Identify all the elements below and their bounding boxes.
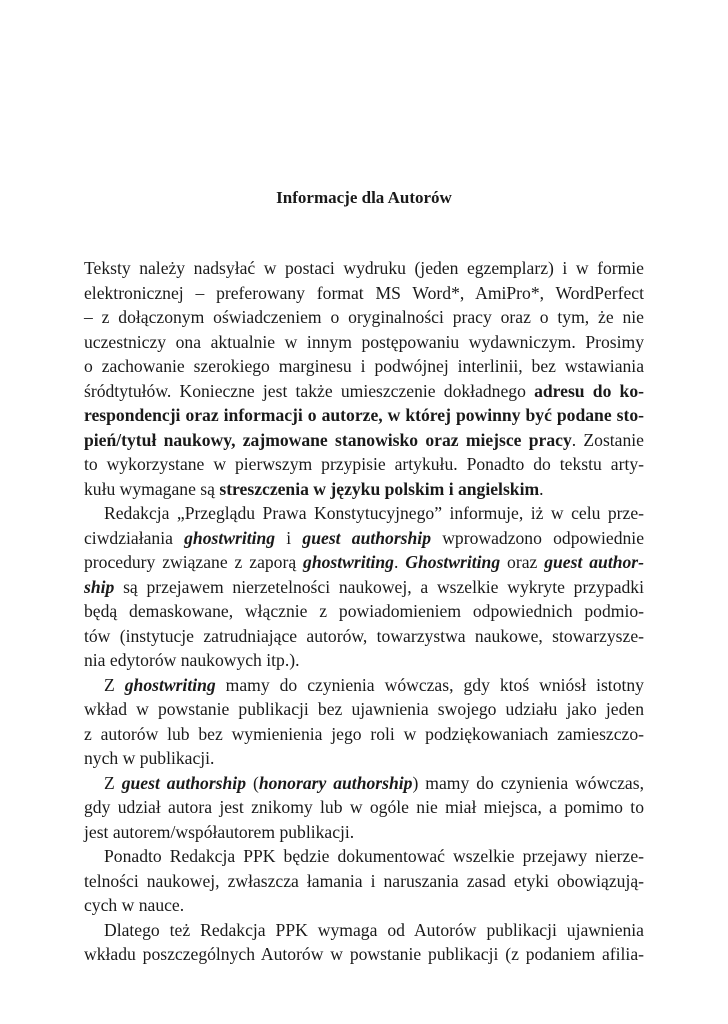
text-span: ciwdziałania bbox=[84, 527, 185, 548]
text-span: gdy udział autora jest znikomy lub w ogóle nie miał miejsca, a pomimo to bbox=[84, 797, 644, 817]
text-span: wkładu poszczególnych Autorów w powstanie publikacji (z podaniem afilia- bbox=[84, 944, 644, 964]
text-span: nych w publikacji. bbox=[84, 748, 215, 768]
text-span: to wykorzystane w pierwszym przypisie artykułu. Ponadto do tekstu arty- bbox=[84, 454, 644, 474]
text-span: uczestniczy ona aktualnie w innym postępowaniu wydawniczym. Prosimy bbox=[84, 331, 644, 352]
text-line bbox=[84, 477, 644, 501]
text-span: Ponadto Redakcja PPK będzie dokumentować wszelkie przejawy nierze- bbox=[104, 846, 644, 866]
emphasis-term: guest authorship bbox=[302, 527, 431, 548]
text-line bbox=[104, 501, 644, 525]
text-line bbox=[104, 771, 644, 795]
text-span: procedury związane z zaporą bbox=[84, 552, 304, 572]
page-title: Informacje dla Autorów bbox=[276, 188, 452, 207]
text-line bbox=[84, 550, 644, 574]
text-line bbox=[84, 575, 644, 599]
bold-text: pień/tytuł naukowy, zajmowane stanowisko oraz miejsce pracy bbox=[84, 429, 572, 450]
text-line bbox=[84, 795, 644, 819]
text-span: . bbox=[539, 478, 544, 499]
text-line bbox=[84, 746, 644, 770]
text-span: telności naukowej, zwłaszcza łamania i naruszania zasad etyki obowiązują- bbox=[84, 870, 644, 891]
bold-text: adresu do ko- bbox=[534, 380, 644, 401]
text-span: tów (instytucje zatrudniające autorów, towarzystwa naukowe, stowarzysze- bbox=[84, 625, 644, 646]
text-line bbox=[84, 354, 644, 378]
text-span: wkład w powstanie publikacji bez ujawnienia swojego udziału jako jeden bbox=[84, 699, 644, 719]
text-span: jest autorem/współautorem publikacji. bbox=[84, 821, 355, 842]
text-line bbox=[84, 428, 644, 452]
text-line bbox=[84, 893, 644, 917]
bold-text: respondencji oraz informacji o autorze, w której powinny być podane sto- bbox=[84, 405, 644, 425]
text-span: z autorów lub bez wymienienia jego roli w podziękowaniach zamieszczo- bbox=[84, 723, 644, 744]
text-line bbox=[84, 648, 644, 672]
emphasis-term: Ghostwriting bbox=[405, 552, 501, 572]
text-span: Teksty należy nadsyłać w postaci wydruku (jeden egzemplarz) i w formie bbox=[84, 258, 644, 278]
text-span: kułu wymagane są bbox=[84, 478, 220, 499]
text-span: mamy do czynienia wówczas, gdy ktoś wniósł istotny bbox=[215, 674, 644, 695]
text-line bbox=[84, 869, 644, 893]
text-line bbox=[84, 330, 644, 354]
text-span: . Zostanie bbox=[571, 429, 644, 450]
text-span: cych w nauce. bbox=[84, 895, 185, 915]
text-span: będą demaskowane, włącznie z powiadomieniem odpowiednich podmio- bbox=[84, 601, 644, 621]
text-line bbox=[84, 256, 644, 280]
text-span: Dlatego też Redakcja PPK wymaga od Autorów publikacji ujawnienia bbox=[104, 919, 644, 940]
text-span: i bbox=[275, 527, 303, 548]
text-span: ( bbox=[246, 772, 259, 793]
text-line bbox=[104, 673, 644, 697]
text-span: Z bbox=[104, 772, 122, 793]
emphasis-term: guest author- bbox=[544, 552, 644, 572]
text-line bbox=[84, 820, 644, 844]
text-line bbox=[84, 624, 644, 648]
text-span: nia edytorów naukowych itp.). bbox=[84, 650, 300, 670]
text-span: – z dołączonym oświadczeniem o oryginalności pracy oraz o tym, że nie bbox=[84, 307, 644, 327]
text-line bbox=[84, 722, 644, 746]
text-line bbox=[84, 599, 644, 623]
text-span: Z bbox=[104, 674, 125, 695]
emphasis-term: ghostwriting bbox=[184, 527, 276, 548]
text-line bbox=[104, 918, 644, 942]
text-line bbox=[84, 281, 644, 305]
text-line bbox=[84, 305, 644, 329]
text-span: ) mamy do czynienia wówczas, bbox=[412, 772, 644, 793]
text-span: oraz bbox=[500, 552, 545, 572]
emphasis-term: guest authorship bbox=[121, 772, 246, 793]
text-span: elektronicznej – preferowany format MS Word*, AmiPro*, WordPerfect bbox=[84, 282, 644, 303]
emphasis-term: ghostwriting bbox=[124, 674, 216, 695]
emphasis-term: ghostwriting bbox=[303, 552, 394, 572]
text-span: są przejawem nierzetelności naukowej, a wszelkie wykryte przypadki bbox=[114, 576, 644, 597]
text-span: . bbox=[393, 552, 406, 572]
text-line bbox=[84, 697, 644, 721]
text-line bbox=[84, 942, 644, 966]
emphasis-term: ship bbox=[84, 576, 115, 597]
text-line bbox=[104, 844, 644, 868]
text-line bbox=[84, 403, 644, 427]
text-span: śródtytułów. Konieczne jest także umieszczenie dokładnego bbox=[84, 380, 535, 401]
text-span: Redakcja „Przeglądu Prawa Konstytucyjnego” informuje, iż w celu prze- bbox=[104, 503, 644, 523]
emphasis-term: honorary authorship bbox=[258, 772, 413, 793]
text-line bbox=[84, 526, 644, 550]
bold-text: streszczenia w języku polskim i angielskim bbox=[219, 478, 540, 499]
text-span: o zachowanie szerokiego marginesu i podwójnej interlinii, bez wstawiania bbox=[84, 356, 644, 376]
text-line bbox=[84, 379, 644, 403]
text-line bbox=[84, 452, 644, 476]
text-span: wprowadzono odpowiednie bbox=[431, 527, 644, 548]
